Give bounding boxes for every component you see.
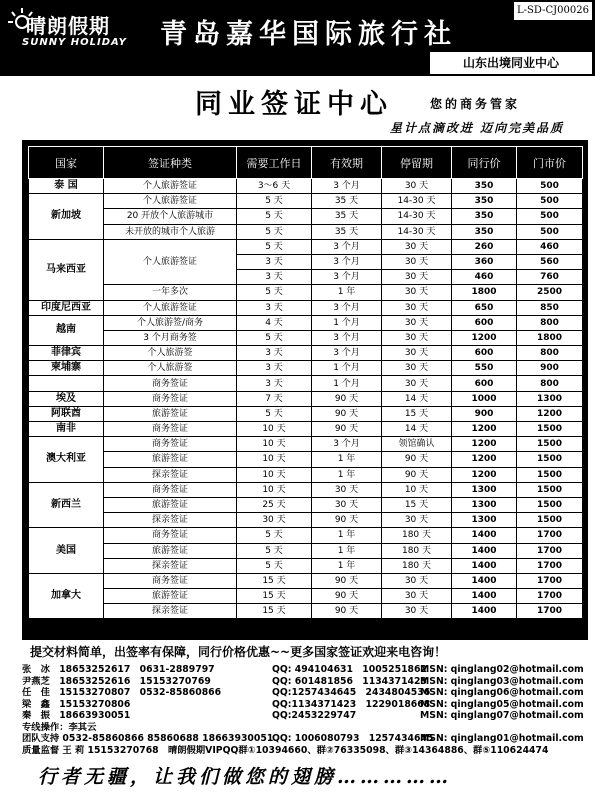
trade-price-cell: 460 (452, 270, 517, 285)
processing-days-cell: 5 天 (237, 330, 312, 345)
processing-days-cell: 5 天 (237, 194, 312, 209)
stay-cell: 180 天 (382, 558, 452, 573)
visa-type-cell: 商务签证 (104, 376, 237, 391)
table-row (29, 300, 583, 315)
validity-cell: 1 年 (312, 285, 382, 300)
processing-days-cell: 3 天 (237, 300, 312, 315)
trade-price-cell: 900 (452, 406, 517, 421)
processing-days-cell: 10 天 (237, 452, 312, 467)
validity-cell: 3 个月 (312, 346, 382, 361)
contact-qq: QQ:1257434645 2434804536 (272, 687, 431, 698)
retail-price-cell: 850 (517, 300, 583, 315)
validity-cell: 90 天 (312, 406, 382, 421)
country-cell: 埃及 (29, 391, 104, 406)
trade-price-cell: 350 (452, 194, 517, 209)
trade-price-cell: 350 (452, 179, 517, 194)
contact-phone: 秦 振 18663930051 (22, 710, 131, 721)
stay-cell: 14-30 天 (382, 194, 452, 209)
trade-price-cell: 1000 (452, 391, 517, 406)
visa-type-cell: 探亲签证 (104, 513, 237, 528)
trade-price-cell: 1400 (452, 528, 517, 543)
processing-days-cell: 10 天 (237, 437, 312, 452)
table-row (29, 558, 583, 573)
validity-cell: 30 天 (312, 497, 382, 512)
table-row (29, 513, 583, 528)
validity-cell: 90 天 (312, 513, 382, 528)
stay-cell: 30 天 (382, 513, 452, 528)
processing-days-cell: 30 天 (237, 513, 312, 528)
retail-price-cell: 500 (517, 224, 583, 239)
stay-cell: 30 天 (382, 270, 452, 285)
retail-price-cell: 1500 (517, 482, 583, 497)
processing-days-cell: 7 天 (237, 391, 312, 406)
country-cell: 加拿大 (29, 573, 104, 619)
header-subtitle: 山东出境同业中心 (430, 52, 592, 74)
processing-days-cell: 3～6 天 (237, 179, 312, 194)
contact-phone: 团队支持 0532-85860866 85860688 18663930051 (22, 733, 274, 744)
retail-price-cell: 800 (517, 315, 583, 330)
visa-type-cell: 旅游签证 (104, 406, 237, 421)
trade-price-cell: 600 (452, 376, 517, 391)
contact-msn: MSN: qinglang06@hotmail.com (420, 687, 584, 698)
contact-phone: 任 佳 15153270807 0532-85860866 (22, 687, 222, 698)
visa-type-cell: 旅游签证 (104, 589, 237, 604)
trade-price-cell: 1200 (452, 467, 517, 482)
contact-row (22, 699, 592, 711)
stay-cell: 30 天 (382, 179, 452, 194)
visa-type-cell: 一年多次 (104, 285, 237, 300)
table-row (29, 422, 583, 437)
logo-english: SUNNY HOLIDAY (22, 37, 127, 48)
contact-list (22, 664, 592, 762)
processing-days-cell: 3 天 (237, 346, 312, 361)
validity-cell: 3 个月 (312, 254, 382, 269)
visa-type-cell: 商务签证 (104, 482, 237, 497)
stay-cell: 30 天 (382, 589, 452, 604)
table-row (29, 376, 583, 391)
country-cell: 越南 (29, 315, 104, 345)
retail-price-cell: 1700 (517, 573, 583, 588)
agency-name: 青岛嘉华国际旅行社 (160, 19, 457, 50)
visa-type-cell: 探亲签证 (104, 558, 237, 573)
validity-cell: 3 个月 (312, 179, 382, 194)
validity-cell: 3 个月 (312, 239, 382, 254)
column-header: 国家 (29, 147, 104, 179)
contact-phone: 梁 鑫 15153270806 (22, 698, 131, 710)
visa-type-cell: 个人旅游签/商务 (104, 315, 237, 330)
stay-cell: 领馆确认 (382, 437, 452, 452)
processing-days-cell: 3 天 (237, 254, 312, 269)
validity-cell: 3 个月 (312, 437, 382, 452)
table-row (29, 285, 583, 300)
validity-cell: 3 个月 (312, 270, 382, 285)
trade-price-cell: 350 (452, 224, 517, 239)
validity-cell: 35 天 (312, 209, 382, 224)
contact-row (22, 664, 592, 676)
stay-cell: 14-30 天 (382, 209, 452, 224)
validity-cell: 1 个月 (312, 376, 382, 391)
trade-price-cell: 260 (452, 239, 517, 254)
contact-row (22, 745, 592, 757)
contact-msn: MSN: qinglang07@hotmail.com (420, 710, 584, 721)
contact-phone: 尹燕芝 18653252616 15153270769 (22, 675, 211, 687)
validity-cell: 1 年 (312, 528, 382, 543)
trade-price-cell: 600 (452, 346, 517, 361)
processing-days-cell: 5 天 (237, 543, 312, 558)
contact-qq: QQ: 494104631 1005251862 (272, 664, 427, 675)
trade-price-cell: 1200 (452, 422, 517, 437)
retail-price-cell: 1500 (517, 467, 583, 482)
table-row (29, 209, 583, 224)
country-cell: 南非 (29, 422, 104, 437)
processing-days-cell: 5 天 (237, 406, 312, 421)
visa-type-cell: 个人旅游签证 (104, 239, 237, 285)
column-header: 签证种类 (104, 147, 237, 179)
retail-price-cell: 1500 (517, 437, 583, 452)
processing-days-cell: 10 天 (237, 467, 312, 482)
table-row (29, 239, 583, 254)
trade-price-cell: 360 (452, 254, 517, 269)
validity-cell: 1 个月 (312, 361, 382, 376)
retail-price-cell: 1700 (517, 589, 583, 604)
table-row (29, 437, 583, 452)
processing-days-cell: 5 天 (237, 224, 312, 239)
retail-price-cell: 760 (517, 270, 583, 285)
trade-price-cell: 1400 (452, 543, 517, 558)
processing-days-cell: 5 天 (237, 528, 312, 543)
table-row (29, 194, 583, 209)
contact-phone: 质量监督 王 莉 15153270768 晴朗假期VIPQQ群①10394660、群②76335098、群③14364886、群⑤110624474 (22, 744, 549, 756)
stay-cell: 180 天 (382, 543, 452, 558)
contact-msn: MSN: qinglang02@hotmail.com (420, 664, 584, 675)
trade-price-cell: 550 (452, 361, 517, 376)
trade-price-cell: 1400 (452, 573, 517, 588)
retail-price-cell: 2500 (517, 285, 583, 300)
contact-phone: 专线操作：李其云 (22, 721, 97, 733)
visa-type-cell: 20 开放个人旅游城市 (104, 209, 237, 224)
stay-cell: 10 天 (382, 482, 452, 497)
sunny-holiday-logo (8, 6, 148, 52)
trade-price-cell: 1800 (452, 285, 517, 300)
contact-row (22, 676, 592, 688)
stay-cell: 30 天 (382, 315, 452, 330)
processing-days-cell: 10 天 (237, 422, 312, 437)
visa-type-cell: 未开放的城市个人旅游 (104, 224, 237, 239)
submission-note: 提交材料简单，出签率有保障，同行价格优惠~~更多国家签证欢迎来电咨询！ (30, 645, 447, 659)
country-cell: 印度尼西亚 (29, 300, 104, 315)
processing-days-cell: 5 天 (237, 239, 312, 254)
processing-days-cell: 3 天 (237, 376, 312, 391)
visa-type-cell: 探亲签证 (104, 467, 237, 482)
stay-cell: 14-30 天 (382, 224, 452, 239)
processing-days-cell: 5 天 (237, 558, 312, 573)
trade-price-cell: 1400 (452, 589, 517, 604)
country-cell: 马来西亚 (29, 239, 104, 300)
retail-price-cell: 1200 (517, 406, 583, 421)
motto: 行者无疆，让我们做您的翅膀…………… (38, 766, 453, 788)
table-row (29, 482, 583, 497)
retail-price-cell: 800 (517, 346, 583, 361)
contact-row (22, 687, 592, 699)
trade-price-cell: 1200 (452, 437, 517, 452)
table-header-row (29, 147, 583, 179)
retail-price-cell: 500 (517, 209, 583, 224)
table-row (29, 315, 583, 330)
trade-price-cell: 600 (452, 315, 517, 330)
visa-type-cell: 旅游签证 (104, 543, 237, 558)
processing-days-cell: 15 天 (237, 604, 312, 619)
contact-qq: QQ: 1006080793 1257434645 (272, 733, 434, 744)
processing-days-cell: 15 天 (237, 573, 312, 588)
retail-price-cell: 500 (517, 179, 583, 194)
table-row (29, 543, 583, 558)
stay-cell: 15 天 (382, 497, 452, 512)
table-row (29, 330, 583, 345)
retail-price-cell: 500 (517, 194, 583, 209)
contact-row (22, 733, 592, 745)
validity-cell: 1 个月 (312, 315, 382, 330)
trade-price-cell: 1400 (452, 604, 517, 619)
validity-cell: 35 天 (312, 194, 382, 209)
column-header: 门市价 (517, 147, 583, 179)
country-cell: 澳大利亚 (29, 437, 104, 483)
stay-cell: 14 天 (382, 391, 452, 406)
stay-cell: 15 天 (382, 406, 452, 421)
table-row (29, 391, 583, 406)
retail-price-cell: 900 (517, 361, 583, 376)
stay-cell: 30 天 (382, 254, 452, 269)
processing-days-cell: 5 天 (237, 209, 312, 224)
retail-price-cell: 1500 (517, 452, 583, 467)
visa-type-cell: 3 个月商务签 (104, 330, 237, 345)
country-cell: 阿联酋 (29, 406, 104, 421)
contact-row (22, 710, 592, 722)
retail-price-cell: 1800 (517, 330, 583, 345)
contact-qq: QQ: 601481856 1134371423 (272, 675, 427, 687)
validity-cell: 35 天 (312, 224, 382, 239)
visa-price-table (28, 146, 583, 619)
retail-price-cell: 1700 (517, 558, 583, 573)
processing-days-cell: 25 天 (237, 497, 312, 512)
validity-cell: 90 天 (312, 422, 382, 437)
validity-cell: 30 天 (312, 482, 382, 497)
trade-price-cell: 1200 (452, 330, 517, 345)
stay-cell: 30 天 (382, 573, 452, 588)
trade-price-cell: 1300 (452, 497, 517, 512)
validity-cell: 1 年 (312, 543, 382, 558)
country-cell: 美国 (29, 528, 104, 574)
retail-price-cell: 1500 (517, 513, 583, 528)
validity-cell: 90 天 (312, 391, 382, 406)
contact-phone: 张 冰 18653252617 0631-2889797 (22, 664, 215, 675)
validity-cell: 90 天 (312, 573, 382, 588)
country-cell: 菲律宾 (29, 346, 104, 361)
visa-type-cell: 商务签证 (104, 422, 237, 437)
stay-cell: 30 天 (382, 239, 452, 254)
trade-price-cell: 1300 (452, 513, 517, 528)
retail-price-cell: 800 (517, 376, 583, 391)
table-row (29, 452, 583, 467)
retail-price-cell: 560 (517, 254, 583, 269)
visa-type-cell: 个人旅游签证 (104, 300, 237, 315)
processing-days-cell: 15 天 (237, 589, 312, 604)
processing-days-cell: 4 天 (237, 315, 312, 330)
contact-row (22, 722, 592, 734)
table-row (29, 573, 583, 588)
country-cell (29, 376, 104, 391)
column-header: 停留期 (382, 147, 452, 179)
document-code: L-SD-CJ00026 (514, 2, 592, 20)
table-row (29, 406, 583, 421)
retail-price-cell: 1300 (517, 391, 583, 406)
page-title: 同业签证中心 (195, 89, 393, 120)
visa-type-cell: 商务签证 (104, 437, 237, 452)
contact-qq: QQ:2453229747 (272, 710, 357, 721)
contact-msn: MSN: qinglang03@hotmail.com (420, 675, 584, 687)
trade-price-cell: 1400 (452, 558, 517, 573)
table-row (29, 224, 583, 239)
trade-price-cell: 350 (452, 209, 517, 224)
retail-price-cell: 1700 (517, 528, 583, 543)
validity-cell: 1 年 (312, 558, 382, 573)
trade-price-cell: 1200 (452, 452, 517, 467)
validity-cell: 1 年 (312, 467, 382, 482)
contact-msn: MSN: qinglang05@hotmail.com (420, 698, 584, 710)
visa-type-cell: 个人旅游签 (104, 346, 237, 361)
visa-type-cell: 个人旅游签 (104, 361, 237, 376)
slogan-quality: 星计点滴改进 迈向完美品质 (390, 121, 565, 135)
stay-cell: 30 天 (382, 376, 452, 391)
validity-cell: 3 个月 (312, 300, 382, 315)
contact-msn: MSN: qinglang01@hotmail.com (420, 733, 584, 744)
table-row (29, 528, 583, 543)
country-cell: 新西兰 (29, 482, 104, 528)
header-bar (0, 0, 595, 76)
column-header: 需要工作日 (237, 147, 312, 179)
visa-type-cell: 个人旅游签证 (104, 194, 237, 209)
country-cell: 新加坡 (29, 194, 104, 240)
processing-days-cell: 10 天 (237, 482, 312, 497)
trade-price-cell: 650 (452, 300, 517, 315)
visa-type-cell: 旅游签证 (104, 452, 237, 467)
table-row (29, 497, 583, 512)
stay-cell: 180 天 (382, 528, 452, 543)
stay-cell: 30 天 (382, 361, 452, 376)
country-cell: 泰 国 (29, 179, 104, 194)
processing-days-cell: 3 天 (237, 361, 312, 376)
retail-price-cell: 1700 (517, 543, 583, 558)
trade-price-cell: 1300 (452, 482, 517, 497)
stay-cell: 30 天 (382, 346, 452, 361)
processing-days-cell: 5 天 (237, 285, 312, 300)
retail-price-cell: 1500 (517, 497, 583, 512)
stay-cell: 14 天 (382, 422, 452, 437)
column-header: 同行价 (452, 147, 517, 179)
stay-cell: 30 天 (382, 604, 452, 619)
retail-price-cell: 1500 (517, 422, 583, 437)
processing-days-cell: 3 天 (237, 270, 312, 285)
visa-type-cell: 旅游签证 (104, 497, 237, 512)
stay-cell: 30 天 (382, 285, 452, 300)
contact-qq: QQ:1134371423 1229018668 (272, 698, 431, 710)
retail-price-cell: 1700 (517, 604, 583, 619)
visa-type-cell: 商务签证 (104, 391, 237, 406)
slogan-business: 您的商务管家 (430, 97, 521, 111)
country-cell: 柬埔寨 (29, 361, 104, 376)
stay-cell: 90 天 (382, 452, 452, 467)
visa-type-cell: 探亲签证 (104, 604, 237, 619)
validity-cell: 1 年 (312, 452, 382, 467)
table-row (29, 589, 583, 604)
validity-cell: 90 天 (312, 604, 382, 619)
validity-cell: 3 个月 (312, 330, 382, 345)
table-row (29, 467, 583, 482)
retail-price-cell: 460 (517, 239, 583, 254)
logo-chinese: 晴朗假期 (26, 14, 110, 38)
visa-type-cell: 个人旅游签证 (104, 179, 237, 194)
table-row (29, 604, 583, 619)
stay-cell: 90 天 (382, 467, 452, 482)
stay-cell: 30 天 (382, 300, 452, 315)
stay-cell: 30 天 (382, 330, 452, 345)
validity-cell: 90 天 (312, 589, 382, 604)
visa-table-frame (22, 140, 588, 640)
column-header: 有效期 (312, 147, 382, 179)
table-row (29, 179, 583, 194)
table-row (29, 361, 583, 376)
table-row (29, 346, 583, 361)
visa-type-cell: 商务签证 (104, 528, 237, 543)
visa-type-cell: 商务签证 (104, 573, 237, 588)
